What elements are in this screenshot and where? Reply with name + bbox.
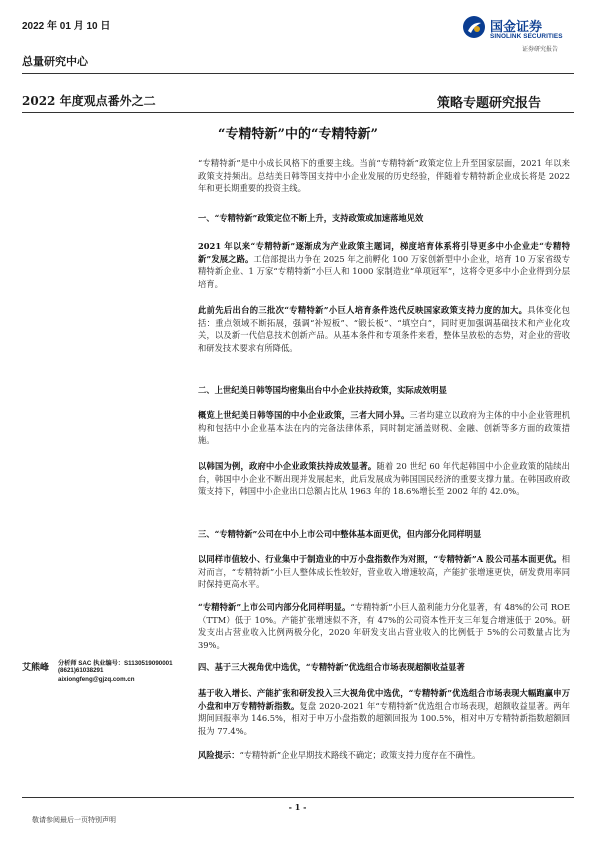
section-3-p2-lead: “专精特新”上市公司内部分化同样明显。 [198, 602, 351, 612]
report-date: 2022 年 01 月 10 日 [22, 21, 111, 32]
section-3-p2-text: “专精特新”小巨人盈利能力分化显著，有 48%的公司 ROE（TTM）低于 10%。产能扩张增速似不齐，有 47%的公司资本性开支三年复合增速低于 20%。研发支出占营业收入比例两极分化，2020 年研发支出占营业收入的比例低于 5%的公司数量占比为 39%。 [198, 602, 570, 650]
analyst-email[interactable]: aixiongfeng@gjzq.com.cn [58, 676, 135, 683]
section-3-p1-text: 相对而言，“专精特新”小巨人整体成长性较好，营业收入增速较高，产能扩张增速更快，研发费用率同时保持更高水平。 [198, 554, 570, 589]
report-title: “专精特新”中的“专精特新” [218, 127, 378, 142]
section-1-p1-text: 工信部提出力争在 2025 年之前孵化 100 万家创新型中小企业，培育 10 万家省级专精特新企业、1 万家“专精特新”小巨人和 1000 家制造业“单项冠军”，这将令更多中小企业得到分层培育。 [198, 253, 570, 289]
department-name: 总量研究中心 [22, 55, 88, 68]
header-divider-top [22, 73, 574, 74]
section-3-paragraph-2 [198, 601, 570, 651]
risk-warning-text: “专精特新”企业早期技术路线不确定；政策支持力度存在不确性。 [239, 750, 481, 760]
analyst-license: 分析师 SAC 执业编号：S1130519090001 [58, 660, 173, 667]
footer-divider [22, 797, 574, 798]
report-series: 2022 年度观点番外之二 [22, 94, 156, 108]
sinolink-logo-icon [462, 15, 486, 39]
section-1-paragraph-2 [198, 304, 570, 354]
section-4-p1-text: 复盘 2020-2021 年“专精特新”优选组合市场表现，超额收益显著。两年期间回报率为 146.5%，相对于申万小盘指数的超额回报为 100.5%，相对申万专精特新指数超额回报为 77.4%。 [198, 700, 570, 736]
section-2-paragraph-1 [198, 409, 570, 447]
section-4-p1-lead: 基于收入增长、产能扩张和研发投入三大视角优中选优，“专精特新”优选组合市场表现大幅跑赢申万小盘和申万专精特新指数。 [198, 688, 570, 711]
section-3-heading: 三、“专精特新”公司在中小上市公司中整体基本面更优，但内部分化同样明显 [198, 529, 482, 539]
logo-name-en: SINOLINK SECURITIES [490, 33, 563, 40]
disclaimer-footer: 敬请参阅最后一页特别声明 [32, 816, 116, 824]
section-2-p2-text: 随着 20 世纪 60 年代起韩国中小企业政策的陆续出台，韩国中小企业不断出现并发展起来，此后发展成为韩国国民经济的重要支撑力量。在韩国政府政策支持下，韩国中小企业出口总额占比从 1963 年的 18.6%增长至 2002 年的 42.0%。 [198, 461, 570, 496]
section-2-p2-lead: 以韩国为例，政府中小企业政策扶持成效显著。 [198, 461, 377, 471]
section-1-paragraph-1 [198, 240, 570, 290]
analyst-name: 艾熊峰 [22, 663, 50, 673]
logo-name: 国金证券 [490, 19, 543, 34]
section-2-p1-lead: 概览上世纪美日韩等国的中小企业政策，三者大同小异。 [198, 410, 410, 420]
section-1-p1-lead: 2021 年以来“专精特新”逐渐成为产业政策主题词，梯度培育体系将引导更多中小企业走“专精特新”发展之路。 [198, 241, 570, 264]
section-1-heading: 一、“专精特新”政策定位不断上升，支持政策或加速落地见效 [198, 213, 424, 223]
risk-warning [198, 749, 570, 762]
page-number: - 1 - [288, 802, 307, 812]
analyst-phone: (8621)61038291 [58, 667, 104, 674]
risk-warning-label: 风险提示： [198, 750, 240, 760]
section-1-p2-text: 具体变化包括：重点领域不断拓展，强调“补短板”、“锻长板”、“填空白”，同时更加强调基础技术和产业化攻关，以及新一代信息技术创新产品。从基本条件和专项条件来看，整体呈放松的态势，对企业的营收和研发技术要求有所降低。 [198, 305, 570, 353]
section-2-heading: 二、上世纪美日韩等国均密集出台中小企业扶持政策，实际成效明显 [198, 385, 447, 395]
report-type: 策略专题研究报告 [437, 96, 542, 111]
section-1-p2-lead: 此前先后出台的三批次“专精特新”小巨人培育条件迭代反映国家政策支持力度的加大。 [198, 305, 528, 315]
section-3-paragraph-1 [198, 553, 570, 591]
section-4-paragraph-1 [198, 687, 570, 737]
header-divider-bottom [22, 112, 574, 113]
section-2-p1-text: 三者均建立以政府为主体的中小企业管理机构和包括中小企业基本法在内的完备法律体系，同时制定涵盖财税、金融、创新等多方面的政策措施。 [198, 410, 570, 445]
company-logo [462, 14, 574, 54]
section-2-paragraph-2 [198, 460, 570, 498]
section-3-p1-lead: 以同样市值较小、行业集中于制造业的中万小盘指数作为对照，“专精特新”A 股公司基本面更优。 [198, 554, 562, 564]
intro-paragraph: “专精特新”是中小成长风格下的重要主线。当前“专精特新”政策定位上升至国家层面，2021 年以来政策支持频出。总结美日韩等国支持中小企业发展的历史经验，伴随着专精特新企业成长将是 2022 年和更长期重要的投资主线。 [198, 158, 570, 193]
section-4-heading: 四、基于三大视角优中选优，“专精特新”优选组合市场表现超额收益显著 [198, 662, 465, 672]
logo-subtitle: 证券研究报告 [522, 46, 559, 53]
